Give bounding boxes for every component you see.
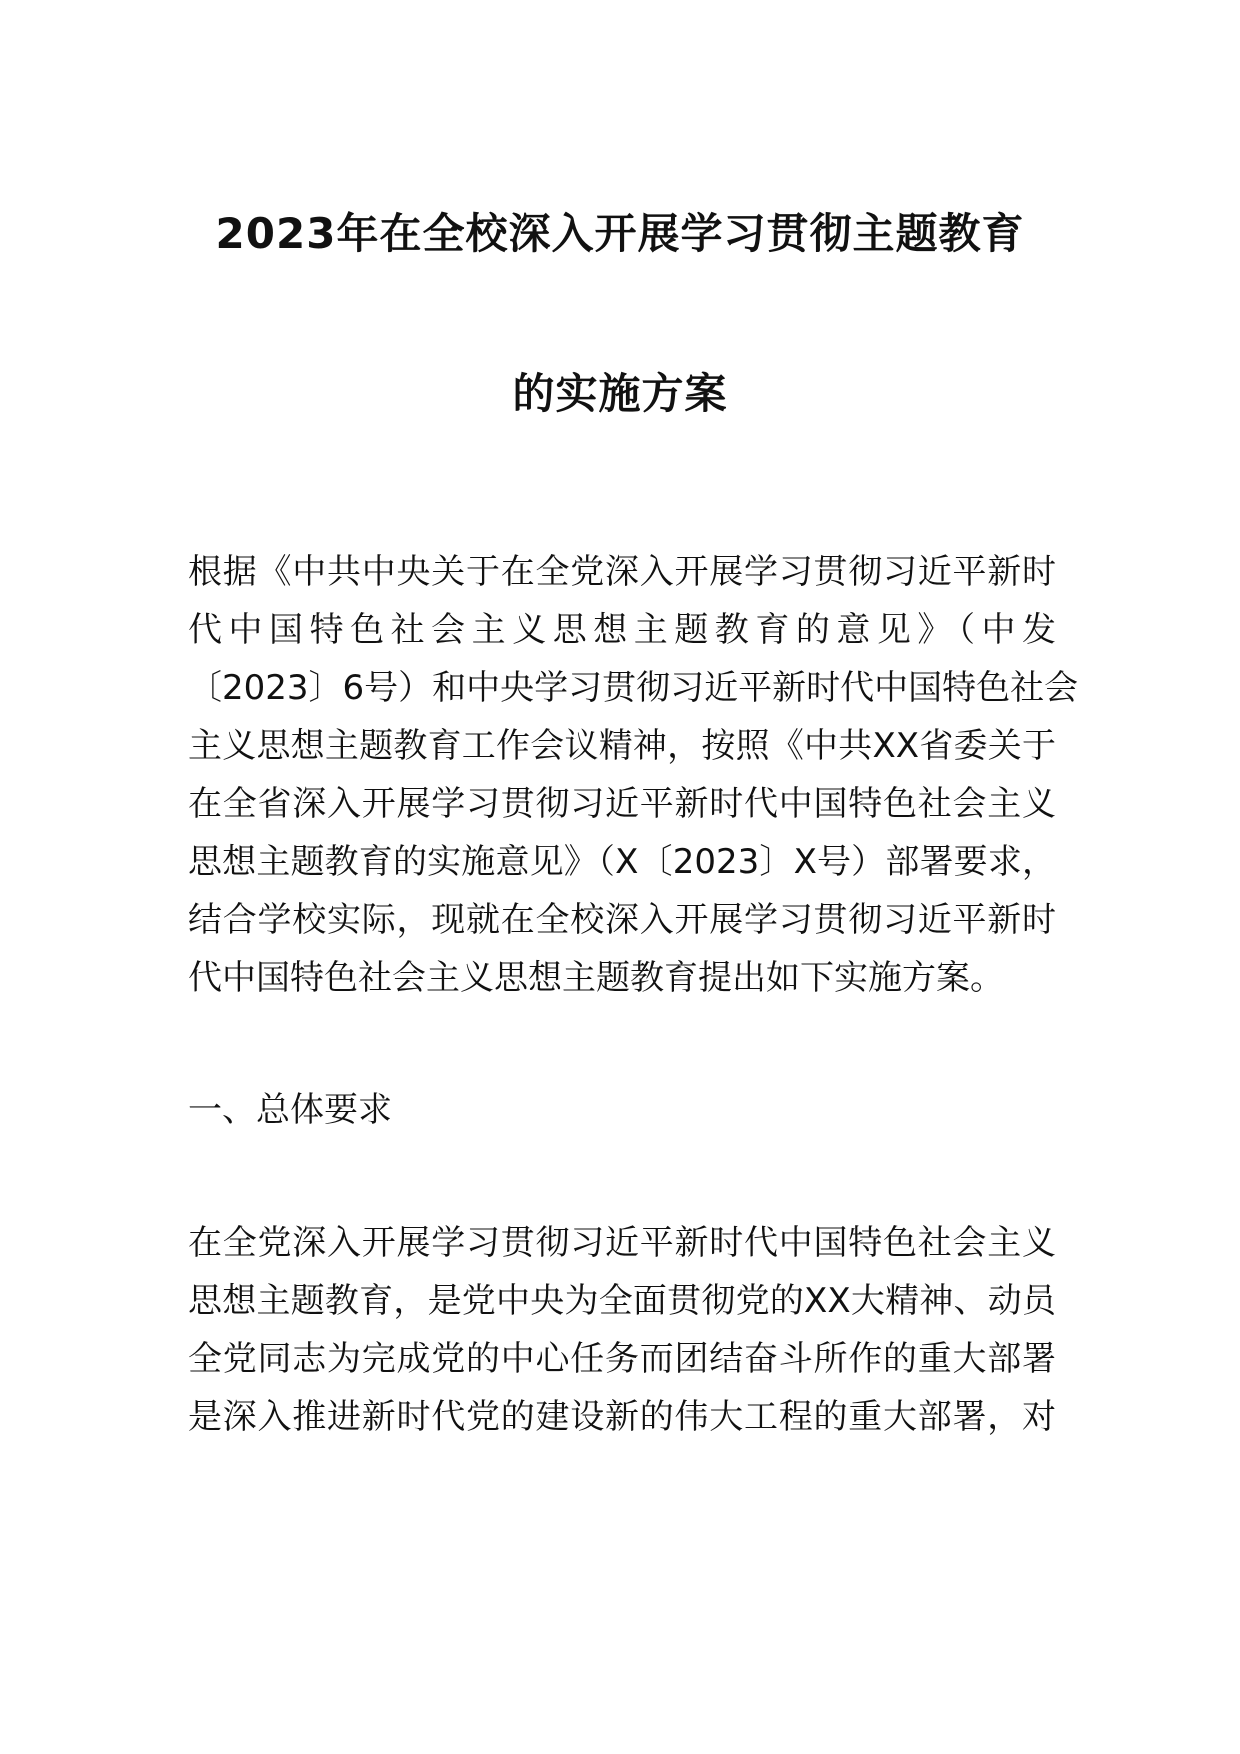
paragraph-line: 根据《中共中央关于在全党深入开展学习贯彻习近平新时 <box>188 552 1056 592</box>
paragraph-line: 全党同志为完成党的中心任务而团结奋斗所作的重大部署 <box>188 1339 1056 1379</box>
paragraph-line: 〔2023〕6号）和中央学习贯彻习近平新时代中国特色社会 <box>188 668 1079 708</box>
paragraph-line: 主义思想主题教育工作会议精神，按照《中共XX省委关于 <box>188 726 1056 766</box>
paragraph-line: 在全党深入开展学习贯彻习近平新时代中国特色社会主义 <box>188 1223 1056 1263</box>
paragraph-line: 是深入推进新时代党的建设新的伟大工程的重大部署，对 <box>188 1397 1056 1437</box>
paragraph-line: 代中国特色社会主义思想主题教育的意见》（中发 <box>188 610 1056 650</box>
paragraph-line: 在全省深入开展学习贯彻习近平新时代中国特色社会主义 <box>188 784 1056 824</box>
section-heading: 一、总体要求 <box>188 1090 392 1130</box>
document-title-line-1: 2023年在全校深入开展学习贯彻主题教育 <box>215 209 1025 258</box>
paragraph-line: 思想主题教育，是党中央为全面贯彻党的XX大精神、动员 <box>188 1281 1056 1321</box>
paragraph-line: 代中国特色社会主义思想主题教育提出如下实施方案。 <box>188 958 1004 998</box>
paragraph-line: 结合学校实际，现就在全校深入开展学习贯彻习近平新时 <box>188 900 1056 940</box>
document-title-line-2: 的实施方案 <box>512 369 728 418</box>
paragraph-line: 思想主题教育的实施意见》（X〔2023〕X号）部署要求， <box>188 842 1056 882</box>
